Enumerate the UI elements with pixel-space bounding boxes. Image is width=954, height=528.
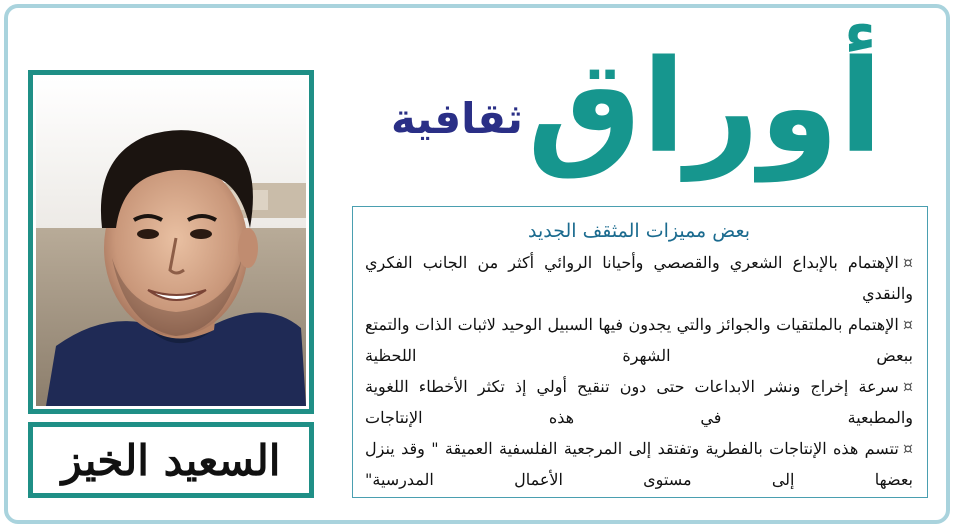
list-item <box>365 433 913 495</box>
point-text: الإهتمام بالملتقيات والجوائز والتي يجدون فيها السبيل الوحيد لاثبات الذات والتمتع ببعض الشهرة اللحظية <box>365 315 913 365</box>
point-text: الإهتمام بالإبداع الشعري والقصصي وأحيانا الروائي أكثر من الجانب الفكري والنقدي <box>365 253 913 303</box>
author-name: السعيد الخيز <box>61 435 281 485</box>
points-list <box>365 247 913 495</box>
masthead-title: أوراق <box>527 33 883 182</box>
article-box <box>352 206 928 498</box>
point-text: تتسم هذه الإنتاجات بالفطرية وتفتقد إلى المرجعية الفلسفية العميقة " وقد ينزل بعضها إلى مستوى الأعمال المدرسية" <box>365 439 913 489</box>
list-item <box>365 247 913 309</box>
article-title: بعض مميزات المثقف الجديد <box>527 220 751 242</box>
author-name-box <box>28 422 314 498</box>
list-item <box>365 309 913 371</box>
author-photo-frame <box>28 70 314 414</box>
masthead-subtitle: ثقافية <box>391 94 523 143</box>
point-text: سرعة إخراج ونشر الابداعات حتى دون تنقيح أولي إذ تكثر الأخطاء اللغوية والمطبعية في هذه الإنتاجات <box>365 377 913 427</box>
bullet-icon: ¤ <box>902 439 913 458</box>
list-item <box>365 371 913 433</box>
bullet-icon: ¤ <box>902 253 913 272</box>
bullet-icon: ¤ <box>902 377 913 396</box>
bullet-icon: ¤ <box>902 315 913 334</box>
author-photo <box>36 78 306 406</box>
